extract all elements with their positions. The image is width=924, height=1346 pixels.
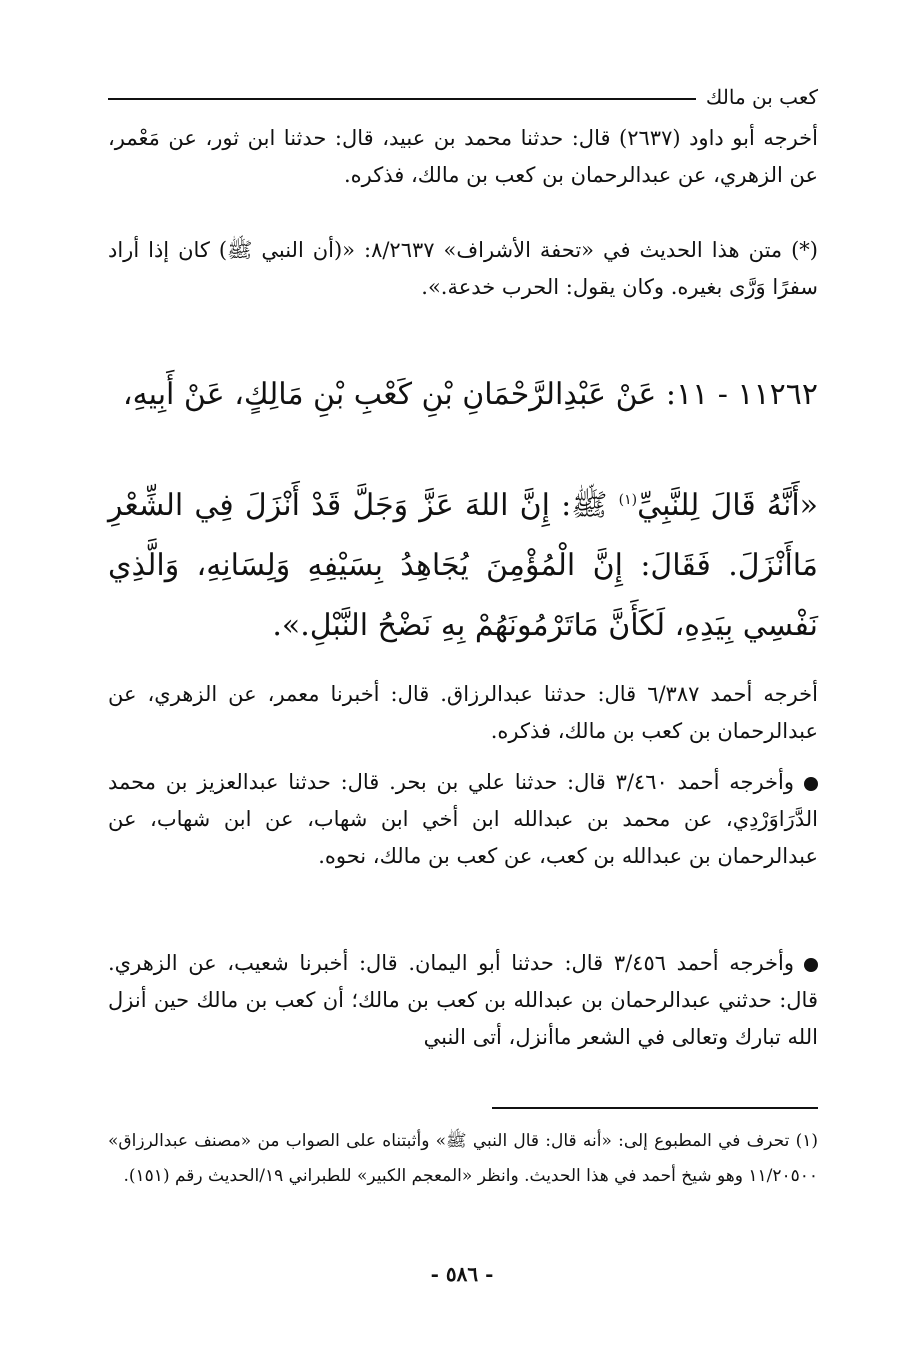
header-rule bbox=[108, 98, 696, 100]
takhrij-paragraph-3-text: وأخرجه أحمد ٣/٤٥٦ قال: حدثنا أبو اليمان. قال: أخبرنا شعيب، عن الزهري. قال: حدثني عبدالرحمان بن عبدالله بن كعب بن مالك؛ أن كعب بن مالك حين أنزل الله تبارك وتعالى في الشعر ماأنزل، أتى النبي bbox=[108, 951, 818, 1049]
hadith-heading: ١١٢٦٢ - ١١: عَنْ عَبْدِالرَّحْمَانِ بْنِ كَعْبِ بْنِ مَالِكٍ، عَنْ أَبِيهِ، bbox=[122, 377, 818, 412]
running-header bbox=[108, 82, 818, 116]
footnote-rule bbox=[492, 1107, 818, 1109]
takhrij-paragraph-2-text: وأخرجه أحمد ٣/٤٦٠ قال: حدثنا علي بن بحر. قال: حدثنا عبدالعزيز بن محمد الدَّرَاوَرْدِي، عن محمد بن عبدالله ابن أخي ابن شهاب، عن ابن شهاب، عن عبدالرحمان بن عبدالله بن كعب، عن كعب بن مالك، نحوه. bbox=[108, 770, 818, 868]
bullet-icon bbox=[804, 777, 818, 791]
hadith-text-part2: ﷺ: إِنَّ اللهَ عَزَّ وَجَلَّ قَدْ أَنْزَلَ فِي الشِّعْرِ مَاأَنْزَلَ. فَقَالَ: إِنَّ الْمُؤْمِنَ يُجَاهِدُ بِسَيْفِهِ وَلِسَانِهِ، وَالَّذِي نَفْسِي بِيَدِهِ، لَكَأَنَّ مَاتَرْمُونَهُمْ بِهِ نَضْحُ النَّبْلِ.». bbox=[108, 488, 818, 643]
bullet-icon bbox=[804, 958, 818, 972]
takhrij-paragraph-1: أخرجه أحمد ٦/٣٨٧ قال: حدثنا عبدالرزاق. قال: أخبرنا معمر، عن الزهري، عن عبدالرحمان بن كعب بن مالك، فذكره. bbox=[108, 682, 818, 743]
note-paragraph: (*) متن هذا الحديث في «تحفة الأشراف» ٨/٢٦٣٧: «(أن النبي ﷺ) كان إذا أراد سفرًا وَرَّى بغيره. وكان يقول: الحرب خدعة.». bbox=[108, 238, 818, 299]
intro-paragraph: أخرجه أبو داود (٢٦٣٧) قال: حدثنا محمد بن عبيد، قال: حدثنا ابن ثور، عن مَعْمر، عن الزهري، عن عبدالرحمان بن كعب بن مالك، فذكره. bbox=[108, 126, 818, 187]
footnote-marker: (١) bbox=[618, 492, 638, 508]
hadith-text-part1: «أَنَّهُ قَالَ لِلنَّبِيِّ bbox=[637, 488, 819, 523]
header-title: كعب بن مالك bbox=[705, 85, 818, 109]
page-number: - ٥٨٦ - bbox=[430, 1262, 494, 1286]
hadith-text bbox=[108, 470, 818, 656]
footnote: (١) تحرف في المطبوع إلى: «أنه قال: قال النبي ﷺ» وأثبتناه على الصواب من «مصنف عبدالرزاق» ١١/٢٠٥٠٠ وهو شيخ أحمد في هذا الحديث. وانظر «المعجم الكبير» للطبراني ١٩/الحديث رقم (١٥١). bbox=[108, 1131, 818, 1186]
takhrij-paragraph-2 bbox=[108, 764, 818, 875]
takhrij-paragraph-3 bbox=[108, 945, 818, 1056]
